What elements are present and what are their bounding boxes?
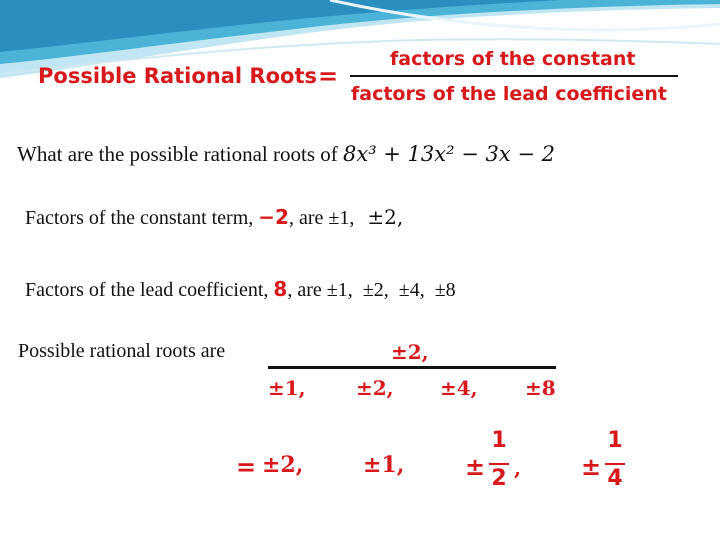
title-denominator: factors of the lead coefficient: [351, 83, 667, 105]
result-equals: =: [236, 452, 257, 481]
answer-denominator-4: ±8: [525, 376, 556, 400]
constant-text-b: , are ±1,: [288, 207, 355, 229]
lead-factors-line: [25, 277, 456, 302]
result-fraction-1-trail: ,: [514, 456, 521, 480]
constant-text-a: Factors of the constant term,: [25, 207, 254, 229]
result-item-1: ±2,: [262, 452, 304, 478]
result-fraction-1-bar: [489, 463, 509, 465]
answer-denominator-3: ±4,: [440, 376, 478, 400]
lead-text-b: , are ±1, ±2, ±4, ±8: [287, 279, 456, 301]
result-fraction-2-num: 1: [607, 428, 623, 453]
question-line: [17, 142, 555, 167]
question-polynomial: 8x³ + 13x² − 3x − 2: [342, 142, 555, 166]
answer-denominator-1: ±1,: [268, 376, 306, 400]
constant-last: ±2,: [367, 205, 404, 229]
question-prefix: What are the possible rational roots of: [17, 142, 343, 166]
title-numerator: factors of the constant: [390, 48, 636, 70]
result-item-2: ±1,: [363, 452, 405, 478]
title-equals: =: [318, 62, 339, 90]
answer-fraction-bar: [268, 366, 556, 369]
result-fraction-1-sign: ±: [465, 452, 486, 481]
result-fraction-1-num: 1: [491, 428, 507, 453]
title-label: Possible Rational Roots: [38, 64, 317, 88]
lead-text-a: Factors of the lead coefficient,: [25, 279, 269, 301]
result-fraction-1-den: 2: [491, 466, 507, 491]
title-fraction-bar: [350, 75, 678, 77]
result-fraction-2-den: 4: [607, 466, 623, 491]
result-fraction-2-bar: [605, 463, 625, 465]
answer-numerator: ±2,: [391, 340, 429, 364]
answer-label: Possible rational roots are: [18, 340, 226, 362]
result-fraction-2-sign: ±: [581, 452, 602, 481]
answer-denominator-2: ±2,: [356, 376, 394, 400]
lead-value: 8: [273, 277, 288, 301]
constant-value: −2: [258, 205, 289, 229]
constant-factors-line: [25, 205, 403, 230]
